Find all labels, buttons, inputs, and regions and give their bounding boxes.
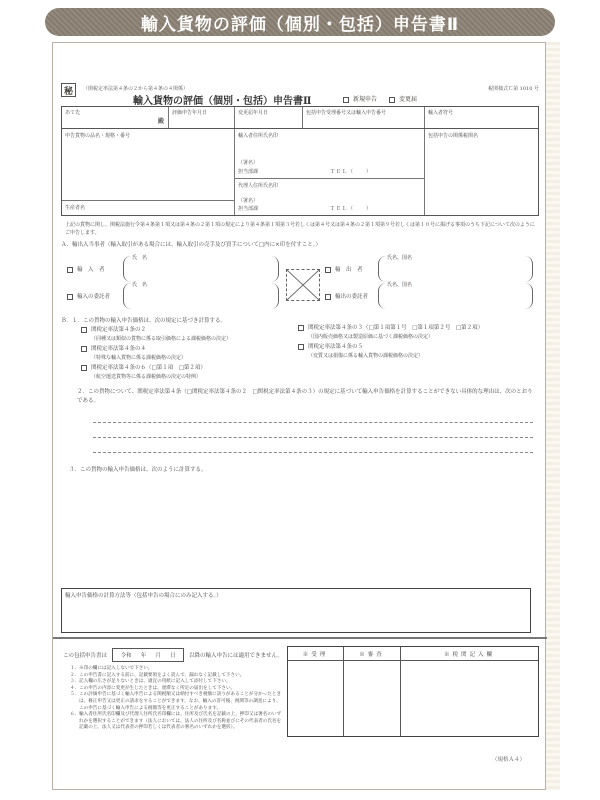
checkbox[interactable] (298, 344, 304, 350)
checkbox[interactable] (298, 325, 304, 331)
import-consignor-name-field[interactable]: 氏 名 (123, 283, 279, 309)
option-article-4-2[interactable]: 関税定率法第４条の２ （同種又は類似の貨物に係る取引価格による課税価格の決定） (81, 326, 231, 344)
declaration-type-options (343, 94, 417, 103)
note-item: ４. この申告の内容に変更が生じたときは、遅滞なく所定の届出をして下さい。 (69, 685, 236, 691)
form-number: 税関様式Ｃ第 1010 号 (488, 86, 539, 92)
goods-description-field[interactable]: 申告貨物の品名・規格・番号 (62, 129, 234, 201)
checkbox[interactable] (325, 294, 331, 300)
paper-size-label: （規格Ａ４） (491, 757, 525, 763)
party-exporter[interactable]: 輸 出 者 (325, 265, 363, 273)
note-item: ２. この申告書に記入する前に、記載要領をよく読んで、漏れなく記載して下さい。 (69, 672, 245, 678)
form-header (61, 83, 539, 107)
reason-line-1[interactable] (93, 422, 533, 423)
importer-code-field[interactable]: 輸入者符号 (428, 110, 454, 116)
eval-date-field[interactable]: 評価申告年月日 (169, 107, 235, 128)
note-item: ３. 記入欄の広さが足りないときは、適宜の用紙に記入して添付して下さい。 (69, 679, 231, 685)
section-b-item1: Ｂ．１．この貨物の輸入申告価格は、次の規定に基づき計算する。 (61, 318, 227, 324)
option-article-4-4[interactable]: 関税定率法第４条の４ （特殊な輸入貨物に係る課税価格の決定） (81, 345, 186, 363)
related-customs-field[interactable]: 包括申告の関係税関名 (428, 133, 479, 139)
checkbox[interactable] (67, 267, 73, 273)
intro-text: 上記の貨物に関し、関税法施行令第４条第１項又は第４条の２第１項の規定により第４条第１項第３号若しくは第４号又は第４条の２第１項第９号若しくは第１０号に掲げる事項のうち下記について次のようにご申告します。 (65, 222, 535, 236)
party-import-consignor[interactable]: 輸入の委託者 (67, 292, 110, 300)
goods-column (62, 129, 235, 215)
importer-column (235, 129, 425, 215)
option-change-notice[interactable]: 変更届 (389, 94, 417, 103)
validity-date-field[interactable]: 令和 年 月 日 (112, 648, 184, 662)
receipt-stamp-area (288, 661, 343, 736)
addressee-field[interactable]: あて先 殿 (62, 107, 169, 128)
note-item: １. ※印の欄には記入しないで下さい。 (69, 666, 153, 671)
section-b-item3: ３．この貨物の輸入申告価格は、次のように計算する。 (69, 467, 207, 473)
customs-stamp-table (287, 646, 539, 737)
checkbox[interactable] (325, 267, 331, 273)
checkbox[interactable] (389, 97, 395, 103)
checkbox[interactable] (81, 346, 87, 352)
importer-seal-field[interactable]: 輸入者住所氏名印 （署名） 担当部課 ＴＥＬ（ ） (235, 129, 424, 179)
customs-entry-area (401, 661, 538, 736)
law-reference: （関税定率法第４条の２から第４条の４関係） (83, 86, 189, 92)
option-article-4-6[interactable]: 関税定率法第４条の６（□第１項 □第２項） （航空運送貨物等に係る課税価格の決定の特例） (81, 364, 206, 382)
page-edge-shade (546, 42, 560, 790)
receipt-column: ※受理 (288, 647, 344, 736)
checkbox[interactable] (81, 327, 87, 333)
party-export-consignor[interactable]: 輸出の委託者 (325, 292, 368, 300)
document-title-banner (45, 8, 555, 36)
section-divider (53, 637, 547, 639)
note-item: ６. 輸入者住所氏名印欄及び代理人住所氏名印欄には、住所及び氏名を記載の上、押印又は署名のいずれかを選択することができます（法人においては、法人の住所及び名称並びにその代表者の氏名を記載の上、法人又は代表者の押印若しくは代表者の署名のいずれかを選択）。 (69, 712, 282, 731)
banner-title: 輸入貨物の評価（個別・包括）申告書Ⅱ (140, 14, 460, 35)
note-item: ５. この評価申告に基づく輸入申告による関税額又は納付すべき税額に誤りがあることが分かったときは、修正申告又は更正の請求をすることができます。なお、輸入の許可後、税関等の調査により、この申告に基づく輸入申告による税額等を更正することがあります。 (69, 692, 282, 711)
option-article-4-5[interactable]: 関税定率法第４条の５ （変質又は損傷に係る輸入貨物の課税価格の決定） (298, 343, 423, 361)
calculation-method-field[interactable]: 輸入申告価格の計算方法等（包括申告の場合にのみ記入する。） (61, 588, 531, 633)
option-article-4-3[interactable]: 関税定率法第４条の３（□第１項第１号 □第１項第２号 □第２項） （国内販売価格又は製造原価に基づく課税価格の決定） (298, 324, 483, 342)
form-title: 輸入貨物の評価（個別・包括）申告書Ⅱ (133, 96, 312, 107)
cross-icon (287, 270, 319, 300)
form-page (52, 42, 546, 790)
change-date-field[interactable]: 変更届年月日 (235, 107, 303, 128)
grid-row-1 (62, 107, 538, 129)
checkbox[interactable] (343, 97, 349, 103)
checkbox[interactable] (67, 294, 73, 300)
reason-line-2[interactable] (93, 437, 533, 438)
export-consignor-name-field[interactable]: 氏名、国名 (378, 283, 533, 309)
agent-seal-field[interactable]: 代理人住所氏名印 （署名） 担当部課 ＴＥＬ（ ） (238, 183, 373, 212)
party-importer[interactable]: 輸 入 者 (67, 265, 105, 273)
notes-list (63, 666, 283, 732)
exporter-name-field[interactable]: 氏名、国名 (378, 256, 533, 282)
checkbox[interactable] (81, 365, 87, 371)
customs-entry-column: ※税関記入欄 (401, 647, 538, 736)
section-a-heading: Ａ．輸出入当事者（輸入取引がある場合には、輸入取引の売手及び買手について□内に×印を付すこと。） (61, 242, 321, 248)
section-b-item2: ２．この貨物について、関税定率法第４条（□関税定率法第４条の２ □関税定率法第４条の３）の規定に基づいて輸入申告価格を計算することができない具体的な理由は、次のとおりである。 (77, 389, 533, 404)
relation-cross-box (286, 269, 320, 301)
review-column: ※審査 (344, 647, 401, 736)
confidential-mark: 秘 (61, 83, 76, 97)
option-new-declaration[interactable]: 新規申告 (343, 94, 377, 103)
producer-field[interactable]: 生産者名 (65, 205, 86, 211)
comprehensive-number-field[interactable]: 包括申告受理番号又は輸入申告番号 (303, 107, 425, 128)
importer-name-field[interactable]: 氏 名 (123, 256, 279, 282)
validity-statement: この包括申告書は 令和 年 月 日 以降の輸入申告には適用できません。 (63, 648, 283, 662)
declaration-grid (61, 106, 539, 216)
grid-row-2 (62, 129, 538, 215)
review-stamp-area (344, 661, 400, 736)
reason-line-3[interactable] (93, 452, 533, 453)
